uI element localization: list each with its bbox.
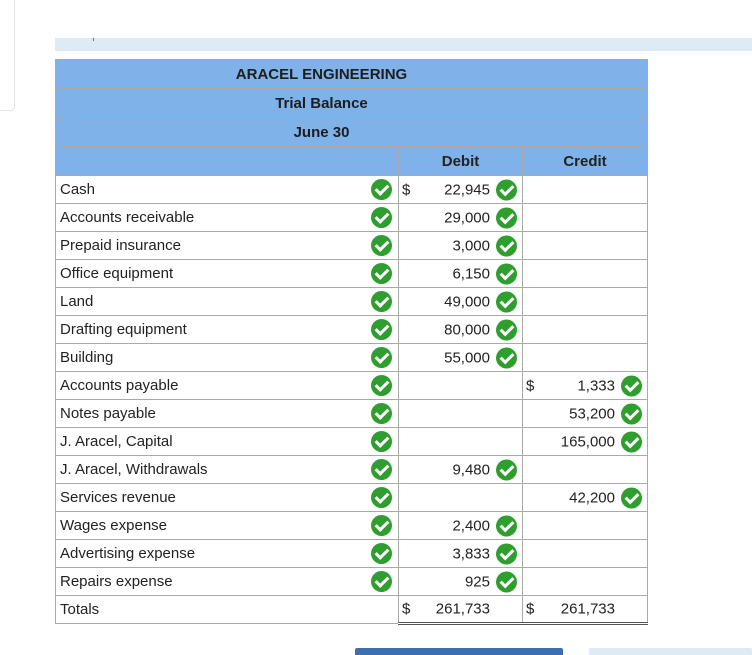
- check-circle-icon: [371, 571, 392, 592]
- amount-value: 261,733: [560, 600, 615, 618]
- totals-row: [56, 596, 648, 624]
- debit-cell[interactable]: [399, 484, 523, 512]
- check-circle-icon: [496, 459, 517, 480]
- debit-cell[interactable]: [399, 400, 523, 428]
- account-name[interactable]: Notes payable: [56, 400, 366, 428]
- account-check: [366, 232, 399, 260]
- debit-cell[interactable]: [399, 428, 523, 456]
- account-check: [366, 512, 399, 540]
- account-check: [366, 484, 399, 512]
- totals-label: Totals: [56, 596, 366, 624]
- credit-cell[interactable]: [523, 260, 648, 288]
- credit-column-header: Credit: [523, 147, 648, 176]
- account-name[interactable]: Cash: [56, 176, 366, 204]
- debit-cell[interactable]: [399, 204, 523, 232]
- credit-cell[interactable]: [523, 316, 648, 344]
- amount-value: 9,480: [452, 461, 490, 478]
- account-check: [366, 260, 399, 288]
- table-row: [56, 568, 648, 596]
- currency-symbol: $: [402, 600, 411, 618]
- amount-value: 29,000: [444, 209, 490, 226]
- check-circle-icon: [371, 179, 392, 200]
- check-circle-icon: [371, 263, 392, 284]
- table-row: [56, 288, 648, 316]
- account-name[interactable]: Repairs expense: [56, 568, 366, 596]
- check-circle-icon: [621, 487, 642, 508]
- table-row: [56, 204, 648, 232]
- check-circle-icon: [371, 459, 392, 480]
- check-circle-icon: [371, 207, 392, 228]
- debit-cell[interactable]: [399, 568, 523, 596]
- statement-title: Trial Balance: [56, 89, 648, 118]
- check-circle-icon: [496, 571, 517, 592]
- credit-cell[interactable]: [523, 232, 648, 260]
- check-circle-icon: [496, 319, 517, 340]
- trial-balance-table: [55, 59, 648, 625]
- account-name[interactable]: Drafting equipment: [56, 316, 366, 344]
- check-circle-icon: [371, 375, 392, 396]
- check-circle-icon: [496, 207, 517, 228]
- credit-cell[interactable]: [523, 176, 648, 204]
- amount-value: 3,000: [452, 237, 490, 254]
- credit-cell[interactable]: [523, 344, 648, 372]
- statement-date: June 30: [56, 118, 648, 147]
- account-column-header: [56, 147, 366, 176]
- amount-value: 49,000: [444, 293, 490, 310]
- check-circle-icon: [621, 431, 642, 452]
- check-circle-icon: [496, 347, 517, 368]
- amount-value: 3,833: [452, 545, 490, 562]
- check-circle-icon: [371, 319, 392, 340]
- credit-cell[interactable]: [523, 400, 648, 428]
- account-name[interactable]: Prepaid insurance: [56, 232, 366, 260]
- check-circle-icon: [496, 263, 517, 284]
- account-check: [366, 540, 399, 568]
- account-check: [366, 456, 399, 484]
- amount-value: 2,400: [452, 517, 490, 534]
- table-row: [56, 372, 648, 400]
- debit-cell[interactable]: [399, 372, 523, 400]
- amount-value: 80,000: [444, 321, 490, 338]
- account-check: [366, 400, 399, 428]
- debit-cell[interactable]: [399, 456, 523, 484]
- debit-column-header: Debit: [399, 147, 523, 176]
- debit-cell[interactable]: [399, 316, 523, 344]
- account-name[interactable]: J. Aracel, Capital: [56, 428, 366, 456]
- check-circle-icon: [496, 515, 517, 536]
- debit-cell[interactable]: [399, 344, 523, 372]
- account-check: [366, 344, 399, 372]
- total-credit-cell[interactable]: [523, 596, 648, 624]
- account-check: [366, 288, 399, 316]
- table-row: [56, 232, 648, 260]
- account-name[interactable]: Land: [56, 288, 366, 316]
- amount-value: 165,000: [560, 433, 615, 450]
- currency-symbol: $: [402, 181, 411, 198]
- account-check: [366, 176, 399, 204]
- credit-cell[interactable]: [523, 568, 648, 596]
- table-row: [56, 456, 648, 484]
- check-circle-icon: [496, 543, 517, 564]
- check-circle-icon: [496, 291, 517, 312]
- credit-cell[interactable]: [523, 204, 648, 232]
- table-row: [56, 512, 648, 540]
- account-check: [366, 568, 399, 596]
- amount-value: 1,333: [577, 377, 615, 394]
- account-check: [366, 204, 399, 232]
- account-name[interactable]: Building: [56, 344, 366, 372]
- check-circle-icon: [371, 543, 392, 564]
- credit-cell[interactable]: [523, 540, 648, 568]
- credit-cell[interactable]: [523, 288, 648, 316]
- check-circle-icon: [371, 515, 392, 536]
- check-column-header: [366, 147, 399, 176]
- debit-cell[interactable]: [399, 176, 523, 204]
- amount-value: 55,000: [444, 349, 490, 366]
- debit-cell[interactable]: [399, 260, 523, 288]
- currency-symbol: $: [526, 600, 535, 618]
- account-name[interactable]: Services revenue: [56, 484, 366, 512]
- table-row: [56, 540, 648, 568]
- table-row: [56, 428, 648, 456]
- debit-cell[interactable]: [399, 232, 523, 260]
- table-row: [56, 316, 648, 344]
- check-circle-icon: [496, 235, 517, 256]
- debit-cell[interactable]: [399, 288, 523, 316]
- amount-value: 42,200: [569, 489, 615, 506]
- currency-symbol: $: [526, 377, 535, 394]
- check-circle-icon: [371, 403, 392, 424]
- check-circle-icon: [371, 431, 392, 452]
- debit-cell[interactable]: [399, 512, 523, 540]
- table-row: [56, 400, 648, 428]
- company-name: ARACEL ENGINEERING: [56, 60, 648, 89]
- check-circle-icon: [621, 403, 642, 424]
- debit-cell[interactable]: [399, 540, 523, 568]
- account-name[interactable]: Wages expense: [56, 512, 366, 540]
- check-circle-icon: [371, 487, 392, 508]
- primary-button[interactable]: [355, 648, 563, 655]
- table-row: [56, 260, 648, 288]
- credit-cell[interactable]: [523, 512, 648, 540]
- credit-cell[interactable]: [523, 428, 648, 456]
- account-check: [366, 316, 399, 344]
- table-row: [56, 176, 648, 204]
- check-circle-icon: [371, 235, 392, 256]
- credit-cell[interactable]: [523, 372, 648, 400]
- amount-value: 53,200: [569, 405, 615, 422]
- secondary-button[interactable]: [589, 648, 752, 655]
- account-name[interactable]: Accounts payable: [56, 372, 366, 400]
- amount-value: 22,945: [444, 181, 490, 198]
- side-panel-edge: [0, 0, 15, 111]
- account-name[interactable]: J. Aracel, Withdrawals: [56, 456, 366, 484]
- account-name[interactable]: Accounts receivable: [56, 204, 366, 232]
- check-circle-icon: [371, 347, 392, 368]
- credit-cell[interactable]: [523, 456, 648, 484]
- table-row: [56, 344, 648, 372]
- table-row: [56, 484, 648, 512]
- credit-cell[interactable]: [523, 484, 648, 512]
- top-banner-strip: [55, 38, 752, 51]
- check-circle-icon: [496, 179, 517, 200]
- amount-value: 6,150: [452, 265, 490, 282]
- account-check: [366, 428, 399, 456]
- amount-value: 925: [464, 573, 490, 590]
- check-circle-icon: [371, 291, 392, 312]
- account-check: [366, 372, 399, 400]
- account-name[interactable]: Advertising expense: [56, 540, 366, 568]
- amount-value: 261,733: [435, 600, 490, 618]
- account-name[interactable]: Office equipment: [56, 260, 366, 288]
- total-debit-cell[interactable]: [399, 596, 523, 624]
- totals-check-empty: [366, 596, 399, 624]
- check-circle-icon: [621, 375, 642, 396]
